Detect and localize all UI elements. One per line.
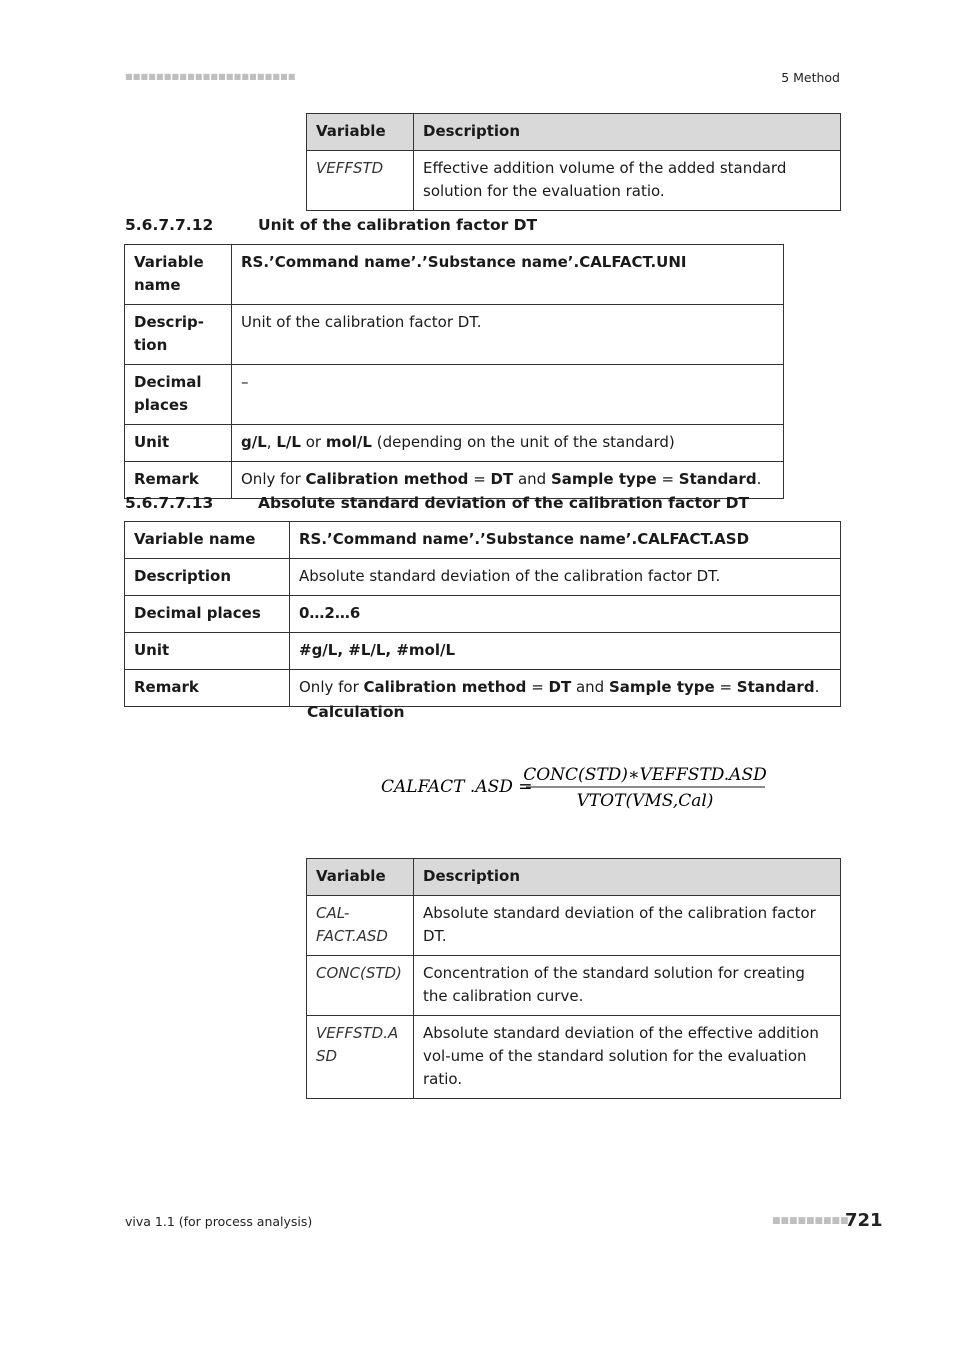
table-header-row — [307, 859, 841, 896]
variable-table-top — [306, 113, 841, 211]
value-cell: RS.’Command name’.’Substance name’.CALFACT.UNI — [232, 245, 784, 305]
variable-cell: VEFFSTD.ASD — [307, 1016, 414, 1099]
param-value: Standard — [736, 678, 815, 696]
table-row — [307, 896, 841, 956]
text-part: = — [714, 678, 737, 696]
text-part: (depending on the unit of the standard) — [371, 433, 675, 451]
param-value: DT — [548, 678, 572, 696]
table-row — [125, 462, 784, 499]
section-title: Unit of the calibration factor DT — [258, 216, 538, 234]
label-cell: Decimal places — [125, 596, 290, 633]
label-cell: Remark — [125, 670, 290, 707]
table-row — [125, 305, 784, 365]
column-header-variable: Variable — [307, 114, 414, 151]
label-cell: Descrip-tion — [125, 305, 232, 365]
table-row — [125, 596, 841, 633]
text-part: = — [656, 470, 679, 488]
table-row — [125, 522, 841, 559]
unit-option: mol/L — [325, 433, 372, 451]
value-cell — [232, 425, 784, 462]
unit-option: g/L — [241, 433, 267, 451]
footer-decoration: ■■■■■■■■■ — [772, 1216, 849, 1226]
text-part: Only for — [299, 678, 364, 696]
text-part: . — [756, 470, 762, 488]
value-cell — [232, 462, 784, 499]
value-cell: Unit of the calibration factor DT. — [232, 305, 784, 365]
label-cell: Variable name — [125, 522, 290, 559]
label-cell: Remark — [125, 462, 232, 499]
description-cell: Absolute standard deviation of the calibration factor DT. — [414, 896, 841, 956]
column-header-description: Description — [414, 114, 841, 151]
table-row — [307, 151, 841, 211]
label-cell: Unit — [125, 425, 232, 462]
description-cell: Absolute standard deviation of the effective addition vol-ume of the standard solution for the evaluation ratio. — [414, 1016, 841, 1099]
param-name: Sample type — [550, 470, 657, 488]
chapter-title: 5 Method — [781, 70, 840, 85]
text-part: = — [526, 678, 549, 696]
section-number: 5.6.7.7.12 — [125, 216, 214, 234]
value-cell: #g/L, #L/L, #mol/L — [290, 633, 841, 670]
section-heading-12 — [125, 216, 537, 234]
section-number: 5.6.7.7.13 — [125, 494, 214, 512]
label-cell: Variable name — [125, 245, 232, 305]
text-part: . — [814, 678, 820, 696]
table-row — [307, 956, 841, 1016]
param-name: Calibration method — [305, 470, 469, 488]
property-table-13 — [124, 521, 841, 707]
section-title: Absolute standard deviation of the calibration factor DT — [258, 494, 750, 512]
param-name: Calibration method — [363, 678, 527, 696]
param-name: Sample type — [608, 678, 715, 696]
unit-option: L/L — [276, 433, 301, 451]
table-row — [125, 245, 784, 305]
formula-lhs: CALFACT .ASD = — [381, 777, 533, 797]
table-row — [125, 670, 841, 707]
header-decoration: ■■■■■■■■■■■■■■■■■■■■■■ — [125, 72, 296, 81]
section-heading-13 — [125, 494, 749, 512]
formula-numerator: CONC(STD)∗VEFFSTD.ASD — [523, 765, 767, 785]
text-part: or — [300, 433, 326, 451]
text-part: = — [468, 470, 491, 488]
param-value: Standard — [678, 470, 757, 488]
calculation-formula — [380, 760, 780, 820]
value-cell — [290, 670, 841, 707]
text-part: , — [266, 433, 277, 451]
text-part: and — [513, 470, 551, 488]
value-cell: – — [232, 365, 784, 425]
variable-cell: VEFFSTD — [307, 151, 414, 211]
text-part: Only for — [241, 470, 306, 488]
table-header-row — [307, 114, 841, 151]
value-cell: Absolute standard deviation of the calibration factor DT. — [290, 559, 841, 596]
table-row — [307, 1016, 841, 1099]
variable-cell: CAL-FACT.ASD — [307, 896, 414, 956]
property-table-12 — [124, 244, 784, 499]
table-row — [125, 559, 841, 596]
footer-product: viva 1.1 (for process analysis) — [125, 1214, 313, 1229]
calculation-title: Calculation — [307, 703, 405, 721]
page-number: 721 — [845, 1210, 883, 1231]
table-row — [125, 633, 841, 670]
param-value: DT — [490, 470, 514, 488]
value-cell: 0…2…6 — [290, 596, 841, 633]
label-cell: Unit — [125, 633, 290, 670]
text-part: and — [571, 678, 609, 696]
formula-denominator: VTOT(VMS,Cal) — [576, 791, 714, 811]
variable-cell: CONC(STD) — [307, 956, 414, 1016]
value-cell: RS.’Command name’.’Substance name’.CALFACT.ASD — [290, 522, 841, 559]
table-row — [125, 365, 784, 425]
variable-table-bottom — [306, 858, 841, 1099]
table-row — [125, 425, 784, 462]
label-cell: Description — [125, 559, 290, 596]
description-cell: Effective addition volume of the added standard solution for the evaluation ratio. — [414, 151, 841, 211]
column-header-variable: Variable — [307, 859, 414, 896]
label-cell: Decimal places — [125, 365, 232, 425]
description-cell: Concentration of the standard solution for creating the calibration curve. — [414, 956, 841, 1016]
column-header-description: Description — [414, 859, 841, 896]
